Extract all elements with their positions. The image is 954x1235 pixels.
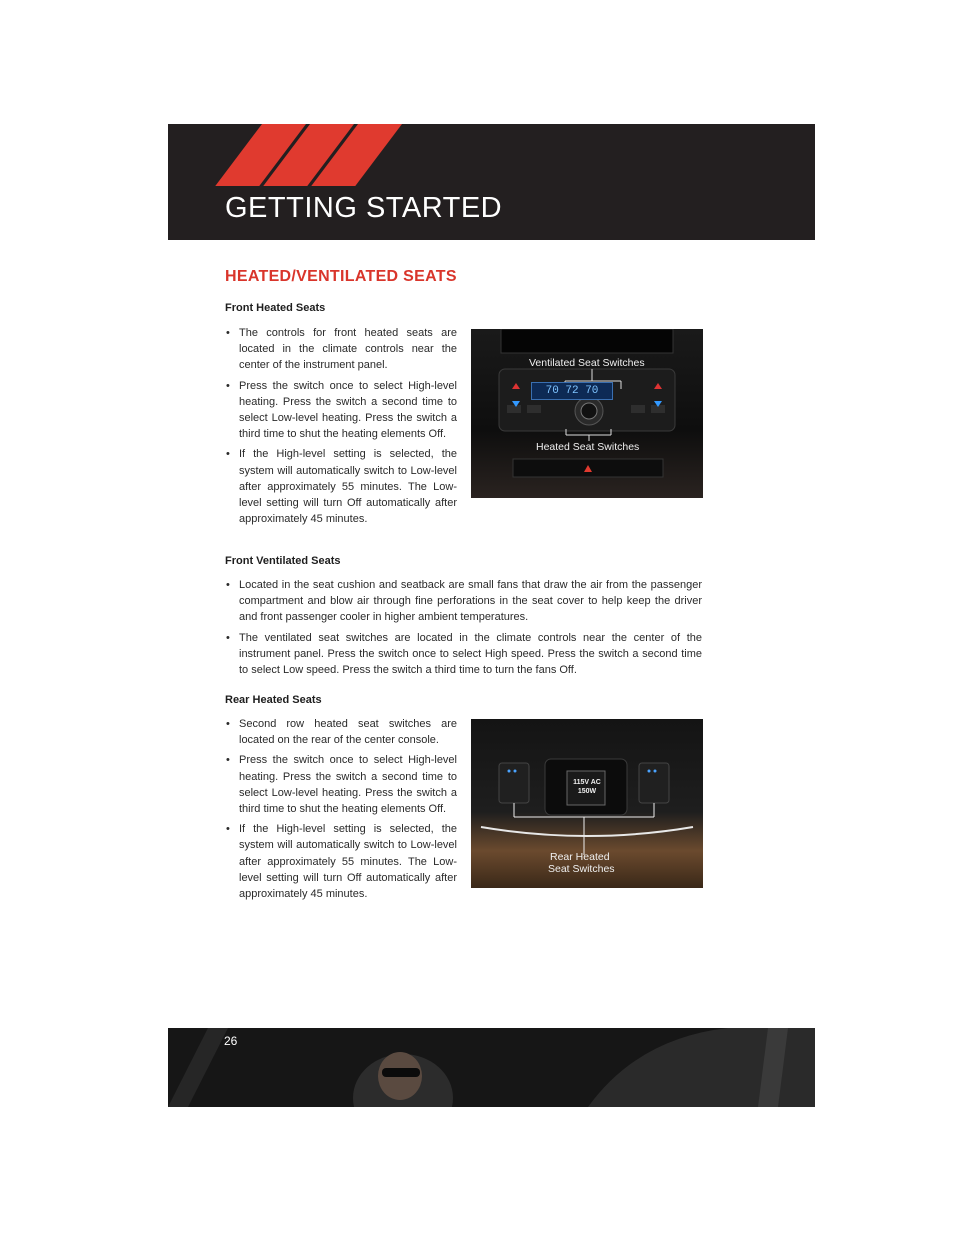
front-heated-heading: Front Heated Seats (225, 302, 326, 314)
page-number: 26 (224, 1034, 238, 1048)
front-ventilated-list (225, 577, 702, 682)
heated-switches-label: Heated Seat Switches (536, 441, 640, 453)
list-item: • Located in the seat cushion and seatback are small fans that draw the air from the passenger compartment and blow air through fine perforations in the seat cover to help keep the driver and front passenger cooler in higher ambient temperatures. (225, 577, 702, 626)
section-title: HEATED/VENTILATED SEATS (225, 268, 457, 285)
console-illustration (471, 329, 703, 498)
ventilated-switches-label: Ventilated Seat Switches (529, 357, 645, 369)
temperature-display: 70 72 70 (531, 382, 613, 400)
rear-heated-label-line2: Seat Switches (548, 863, 615, 875)
outlet-label-line1: 115V AC (573, 779, 601, 786)
footer-band (168, 1028, 815, 1107)
chapter-title: GETTING STARTED (225, 192, 503, 224)
rear-heated-heading: Rear Heated Seats (225, 694, 322, 706)
list-item: • If the High-level setting is selected, the system will automatically switch to Low-level after approximately 55 minutes. The Low-level setting will turn Off automatically after approximately 45 minutes. (225, 821, 457, 902)
climate-controls-photo (471, 329, 703, 498)
list-item: • If the High-level setting is selected, the system will automatically switch to Low-level after approximately 55 minutes. The Low-level setting will turn Off automatically after approximately 45 minutes. (225, 446, 457, 527)
chapter-header (168, 124, 815, 240)
front-ventilated-heading: Front Ventilated Seats (225, 555, 341, 567)
rear-console-photo (471, 719, 703, 888)
list-item: • Press the switch once to select High-level heating. Press the switch a second time to select Low-level heating. Press the switch a third time to shut the heating elements Off. (225, 752, 457, 817)
list-item: • The ventilated seat switches are located in the climate controls near the center of the instrument panel. Press the switch once to select High speed. Press the switch a second time to select Low speed. Press the switch a third time to turn the fans Off. (225, 630, 702, 679)
outlet-label-line2: 150W (577, 788, 597, 795)
list-item: • The controls for front heated seats are located in the climate controls near the center of the instrument panel. (225, 325, 457, 374)
front-heated-list (225, 325, 457, 531)
list-item: • Press the switch once to select High-level heating. Press the switch a second time to select Low-level heating. Press the switch a third time to shut the heating elements Off. (225, 378, 457, 443)
rear-heated-list (225, 716, 457, 906)
list-item: • Second row heated seat switches are located on the rear of the center console. (225, 716, 457, 748)
footer-photo (168, 1028, 815, 1107)
rear-heated-label-line1: Rear Heated (550, 851, 610, 863)
